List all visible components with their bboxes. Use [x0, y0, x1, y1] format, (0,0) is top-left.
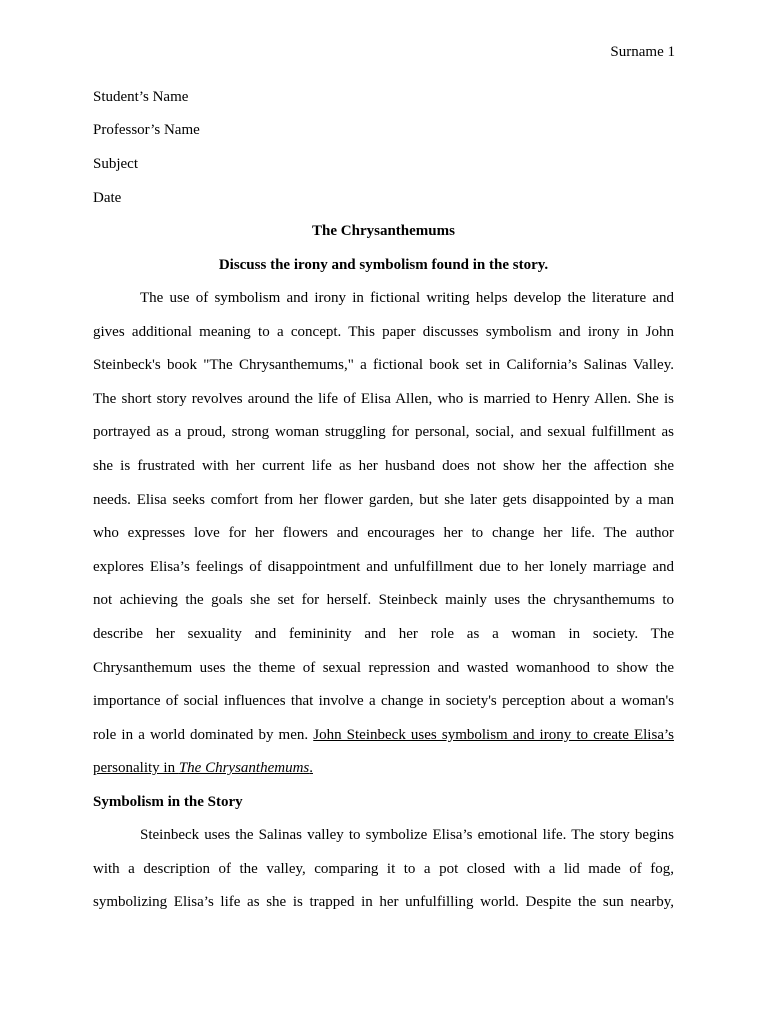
- paragraph-line: Chrysanthemum uses the theme of sexual repression and wasted womanhood to show the: [93, 659, 674, 676]
- student-name: Student’s Name: [93, 89, 189, 105]
- subject-line: Subject: [93, 156, 138, 172]
- paragraph-line: not achieving the goals she set for herself. Steinbeck mainly uses the chrysanthemums to: [93, 592, 674, 609]
- paragraph-line: importance of social influences that involve a change in society's perception about a woman's: [93, 693, 674, 710]
- thesis-statement: John Steinbeck uses symbolism and irony to create Elisa’s: [313, 726, 674, 743]
- paragraph-line: describe her sexuality and femininity and her role as a woman in society. The: [93, 625, 674, 642]
- paragraph-line: Steinbeck's book "The Chrysanthemums," a fictional book set in California’s Salinas Valley.: [93, 357, 674, 374]
- document-subtitle: Discuss the irony and symbolism found in the story.: [218, 257, 549, 273]
- section-heading: Symbolism in the Story: [93, 794, 243, 810]
- thesis-period: .: [309, 760, 313, 777]
- paragraph-line: The short story revolves around the life of Elisa Allen, who is married to Henry Allen. She is: [93, 390, 674, 407]
- paragraph-line: The use of symbolism and irony in fictional writing helps develop the literature and: [140, 290, 674, 306]
- paragraph-line: who expresses love for her flowers and encourages her to change her life. The author: [93, 525, 674, 542]
- paragraph-line-thesis-start: [93, 726, 674, 760]
- paragraph-symbolism: [93, 826, 674, 927]
- paragraph-line: Steinbeck uses the Salinas valley to symbolize Elisa’s emotional life. The story begins: [140, 827, 674, 843]
- paragraph-line: with a description of the valley, comparing it to a pot closed with a lid made of fog,: [93, 860, 674, 877]
- date-line: Date: [93, 190, 122, 206]
- professor-name: Professor’s Name: [93, 122, 200, 138]
- paragraph-intro: [93, 289, 674, 793]
- paragraph-line-thesis-end: [93, 759, 674, 793]
- paragraph-line: needs. Elisa seeks comfort from her flower garden, but she later gets disappointed by a man: [93, 491, 674, 508]
- running-head: Surname 1: [610, 44, 675, 60]
- thesis-text: personality in: [93, 760, 179, 777]
- paragraph-line: portrayed as a proud, strong woman struggling for personal, social, and sexual fulfillment as: [93, 424, 674, 441]
- paragraph-line: she is frustrated with her current life as her husband does not show her the affection she: [93, 457, 674, 474]
- paragraph-line: explores Elisa’s feelings of disappointment and unfulfillment due to her lonely marriage and: [93, 558, 674, 575]
- document-title: The Chrysanthemums: [312, 223, 455, 239]
- paragraph-line: symbolizing Elisa’s life as she is trapped in her unfulfilling world. Despite the sun nearby,: [93, 894, 674, 911]
- thesis-statement-continued: [93, 760, 313, 776]
- paragraph-line: gives additional meaning to a concept. This paper discusses symbolism and irony in John: [93, 323, 674, 340]
- plain-text: role in a world dominated by men.: [93, 726, 314, 743]
- book-title-italic: The Chrysanthemums: [178, 760, 310, 777]
